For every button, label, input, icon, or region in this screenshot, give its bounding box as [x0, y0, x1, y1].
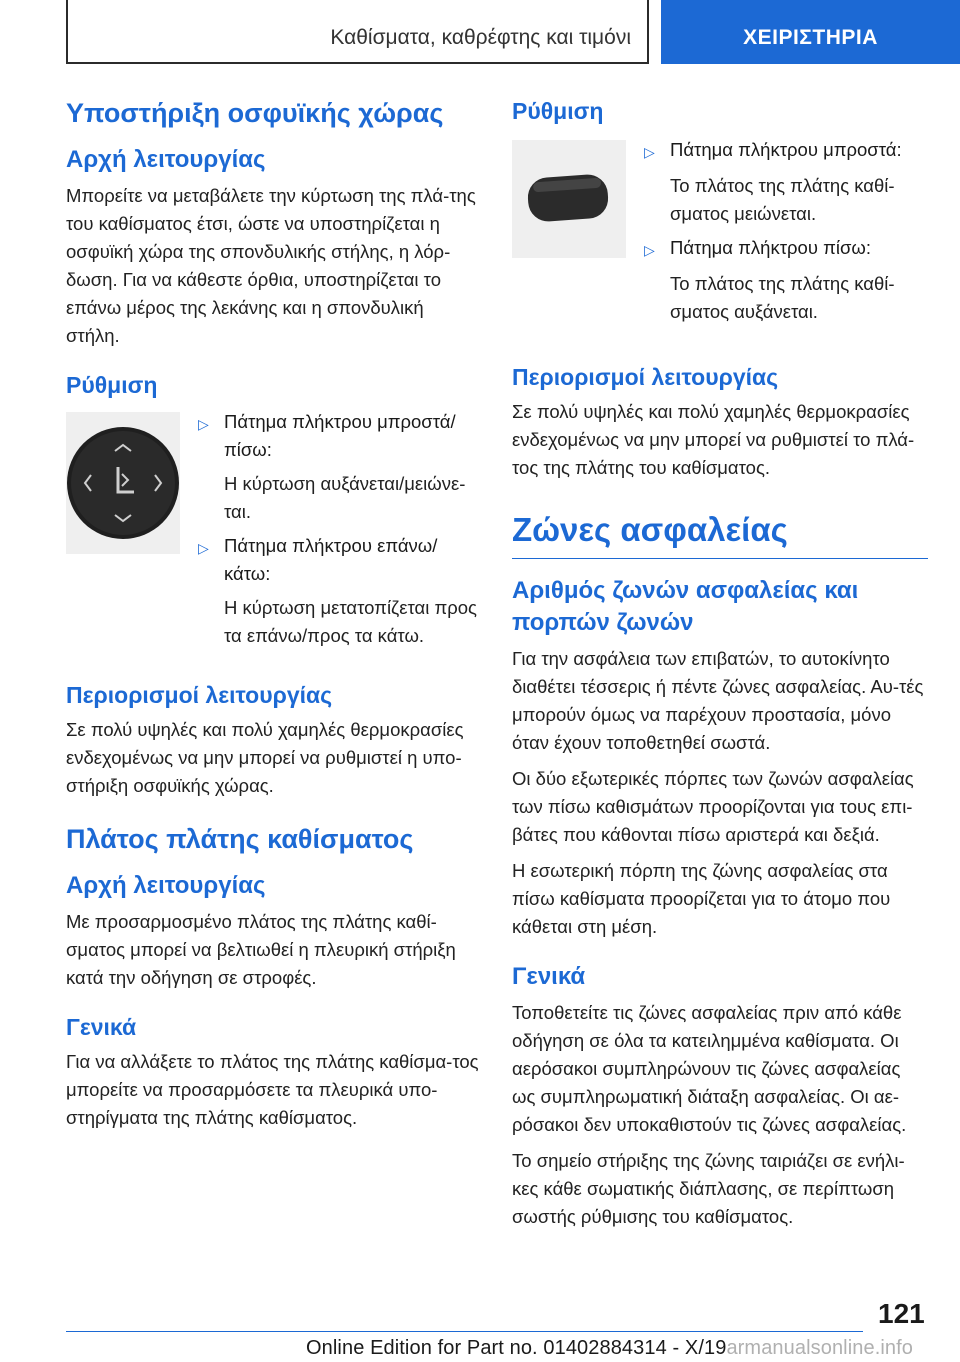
lumbar-support-title: Υποστήριξη οσφυϊκής χώρας [66, 98, 444, 128]
width-principle-text: Με προσαρμοσμένο πλάτος της πλάτης καθί-σματος μπορεί να βελτιωθεί η πλευρική στήριξη κατά την οδήγηση σε στροφές. [66, 911, 456, 988]
lumbar-principle-heading: Αρχή λειτουργίας [66, 146, 266, 173]
width-step-2-result: Το πλάτος της πλάτης καθί-σματος αυξάνεται. [670, 273, 895, 322]
width-limits-text: Σε πολύ υψηλές και πολύ χαμηλές θερμοκρασίες ενδεχομένως να μην μπορεί να ρυθμιστεί το πλά-τος της πλάτης του καθίσματος. [512, 401, 915, 478]
lumbar-limits-text: Σε πολύ υψηλές και πολύ χαμηλές θερμοκρασίες ενδεχομένως να μην μπορεί να ρυθμιστεί η υπο-στήριξη οσφυϊκής χώρας. [66, 719, 464, 796]
belts-count-text-3: Η εσωτερική πόρπη της ζώνης ασφαλείας στα πίσω καθίσματα προορίζεται για το άτομο που κάθεται στη μέση. [512, 860, 891, 937]
lumbar-adjust-section [66, 412, 480, 656]
step-bullet-icon: ▷ [198, 416, 209, 432]
width-steps [644, 136, 928, 332]
backrest-width-title: Πλάτος πλάτης καθίσματος [66, 824, 414, 854]
left-column [66, 96, 480, 1132]
lumbar-principle-text: Μπορείτε να μεταβάλετε την κύρτωση της πλά-της του καθίσματος έτσι, ώστε να υποστηρίζεται η οσφυϊκή χώρα της σπονδυλικής στήλης, η λόρ-δωση. Για να κάθεστε όρθια, υποστηρίζεται το επάνω μέρος της λεκάνης και η σπονδυλική στήλη. [66, 185, 476, 346]
width-step-2 [644, 234, 928, 264]
chapter-tab: ΧΕΙΡΙΣΤΗΡΙΑ [661, 0, 960, 64]
width-limits-heading: Περιορισμοί λειτουργίας [512, 364, 779, 390]
lumbar-step-2-action: Πάτημα πλήκτρου επάνω/κάτω: [224, 535, 438, 584]
belts-general-text-2: Το σημείο στήριξης της ζώνης ταιριάζει σε ενήλι-κες κάθε σωματικής διάπλασης, σε περίπτωση σωστής ρύθμισης του καθίσματος. [512, 1150, 905, 1227]
belts-count-heading: Αριθμός ζωνών ασφαλείας και πορπών ζωνών [512, 577, 859, 636]
belts-general-heading: Γενικά [512, 963, 586, 990]
width-general-heading: Γενικά [66, 1014, 137, 1040]
width-step-1-result: Το πλάτος της πλάτης καθί-σματος μειώνεται. [670, 175, 895, 224]
footer-watermark: armanualsonline.info [726, 1337, 914, 1359]
lumbar-adjust-heading: Ρύθμιση [66, 372, 158, 398]
lumbar-step-2-result: Η κύρτωση μετατοπίζεται προς τα επάνω/προς τα κάτω. [224, 597, 477, 646]
seat-belts-title: Ζώνες ασφαλείας [512, 508, 928, 559]
page-number: 121 [878, 1298, 925, 1329]
lumbar-limits-heading: Περιορισμοί λειτουργίας [66, 682, 333, 708]
footer-edition-text: Online Edition for Part no. 01402884314 - X/19 [306, 1337, 727, 1359]
belts-count-text-1: Για την ασφάλεια των επιβατών, το αυτοκίνητο διαθέτει τέσσερις ή πέντε ζώνες ασφαλείας. Αυ-τές μπορούν όμως να παρέχουν προστασία, μόνο όταν έχουν τοποθετηθεί σωστά. [512, 648, 924, 753]
width-step-1-action: Πάτημα πλήκτρου μπροστά: [670, 139, 902, 160]
lumbar-control-knob-icon [66, 412, 180, 554]
lumbar-step-1-action: Πάτημα πλήκτρου μπροστά/πίσω: [224, 411, 456, 460]
lumbar-steps [198, 408, 480, 656]
width-adjust-heading: Ρύθμιση [512, 98, 604, 124]
width-general-text: Για να αλλάξετε το πλάτος της πλάτης καθίσμα-τος μπορείτε να προσαρμόσετε τα πλευρικά υπο-στηρίγματα της πλάτης καθίσματος. [66, 1051, 479, 1128]
footer-rule [66, 1331, 863, 1332]
step-bullet-icon: ▷ [644, 242, 655, 258]
lumbar-step-2 [198, 532, 480, 588]
header-box [66, 0, 649, 64]
right-column [512, 96, 928, 1231]
step-bullet-icon: ▷ [198, 540, 209, 556]
seat-width-switch-icon [512, 140, 626, 258]
width-step-1 [644, 136, 928, 166]
width-step-2-action: Πάτημα πλήκτρου πίσω: [670, 237, 871, 258]
lumbar-step-1-result: Η κύρτωση αυξάνεται/μειώνε-ται. [224, 473, 466, 522]
belts-count-text-2: Οι δύο εξωτερικές πόρπες των ζωνών ασφαλείας των πίσω καθισμάτων προορίζονται για τους επι-βάτες που κάθονται πίσω αριστερά και δεξιά. [512, 768, 914, 845]
width-adjust-section [512, 140, 928, 332]
seat-width-switch-image [512, 140, 626, 258]
lumbar-step-1 [198, 408, 480, 464]
running-title: Καθίσματα, καθρέφτης και τιμόνι [330, 26, 631, 49]
width-principle-heading: Αρχή λειτουργίας [66, 872, 266, 899]
belts-general-text-1: Τοποθετείτε τις ζώνες ασφαλείας πριν από κάθε οδήγηση σε όλα τα κατειλημμένα καθίσματα. Οι αερόσακοι συμπληρώνουν τις ζώνες ασφαλείας ως συμπληρωματική διάταξη ασφαλείας. Οι αε-ρόσακοι δεν υποκαθιστούν τις ζώνες ασφαλείας. [512, 1002, 907, 1135]
lumbar-control-knob-image [66, 412, 180, 554]
step-bullet-icon: ▷ [644, 144, 655, 160]
footer-edition [306, 1337, 913, 1360]
